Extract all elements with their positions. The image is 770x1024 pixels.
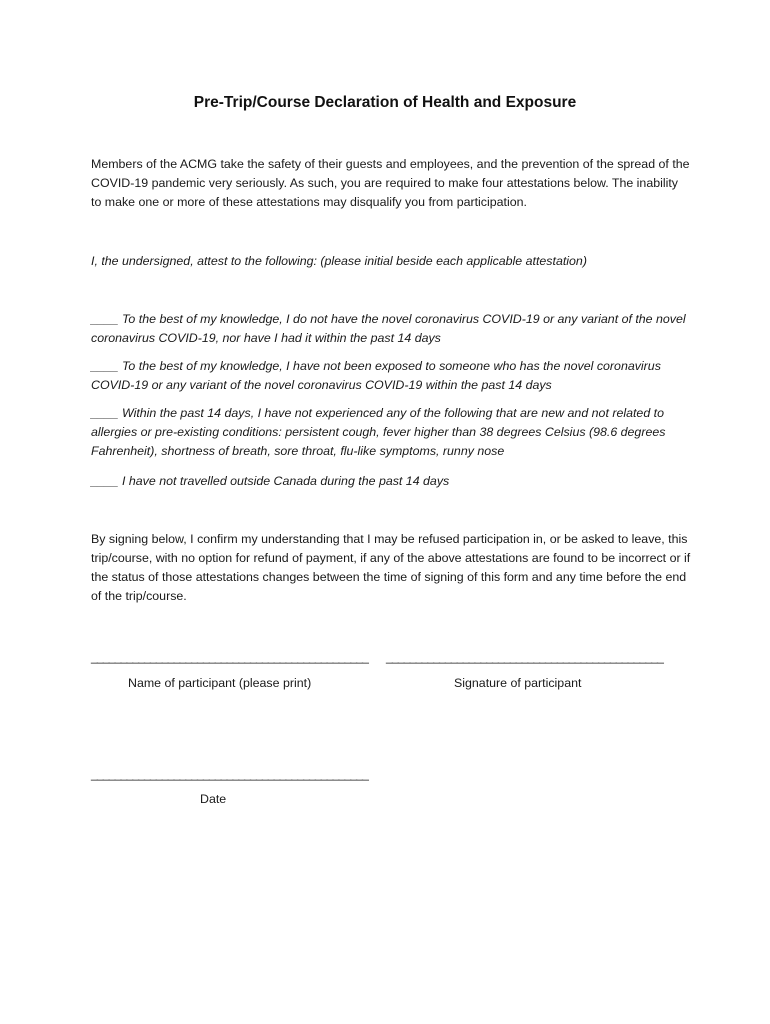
intro-paragraph: Members of the ACMG take the safety of their guests and employees, and the prevention of the spread of the COVID-19 pandemic very seriously. As such, you are required to make four attestations below. The inability to make one or more of these attestations may disqualify you from participation. [91, 157, 690, 209]
participant-name-line: _______________________________________________ [91, 650, 368, 664]
participant-signature-label: Signature of participant [454, 676, 582, 690]
date-line: _______________________________________________ [91, 767, 368, 781]
participant-name-label: Name of participant (please print) [128, 676, 312, 690]
attestation-item-3: ____ Within the past 14 days, I have not experienced any of the following that are new and not related to allergies or pre-existing conditions: persistent cough, fever higher than 38 degrees Celsius (98.6 degrees Fahrenheit), shortness of breath, sore throat, flu-like symptoms, runny nose [91, 406, 666, 458]
consent-paragraph: By signing below, I confirm my understanding that I may be refused participation in, or be asked to leave, this trip/course, with no option for refund of payment, if any of the above attestations are found to be incorrect or if the status of those attestations changes between the time of signing of this form and any time before the end of the trip/course. [91, 532, 691, 603]
document-title: Pre-Trip/Course Declaration of Health and Exposure [193, 94, 577, 111]
attestation-item-1: ____ To the best of my knowledge, I do not have the novel coronavirus COVID-19 or any variant of the novel coronavirus COVID-19, nor have I had it within the past 14 days [91, 312, 686, 345]
date-label: Date [200, 792, 227, 806]
attestation-item-2: ____ To the best of my knowledge, I have not been exposed to someone who has the novel coronavirus COVID-19 or any variant of the novel coronavirus COVID-19 within the past 14 days [91, 359, 661, 392]
attestation-intro: I, the undersigned, attest to the following: (please initial beside each applicable attestation) [91, 254, 587, 268]
participant-signature-line: _______________________________________________ [386, 650, 663, 664]
attestation-item-4: ____ I have not travelled outside Canada during the past 14 days [91, 474, 450, 488]
